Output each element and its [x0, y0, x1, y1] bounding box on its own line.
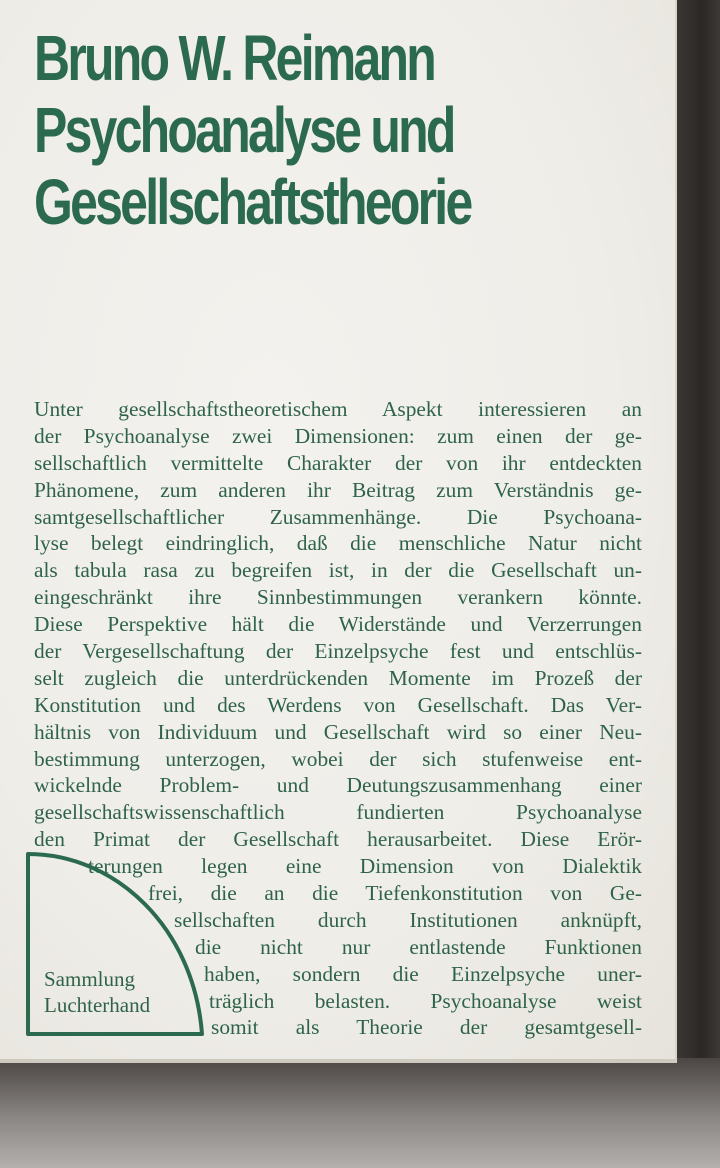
title-block	[34, 22, 634, 238]
blurb-line: der Vergesellschaftung der Einzelpsyche fest und entschlüs-	[34, 639, 642, 664]
blurb-line: den Primat der Gesellschaft herausarbeitet. Diese Erör-	[34, 827, 642, 852]
blurb-line: frei, die an die Tiefenkonstitution von Ge-	[148, 881, 642, 906]
blurb-line: der Psychoanalyse zwei Dimensionen: zum einen der ge-	[34, 423, 642, 448]
background-shadow-bottom	[0, 1058, 720, 1168]
blurb-line: terungen legen eine Dimension von Dialektik	[88, 854, 642, 879]
book-title-line-1: Psychoanalyse und	[34, 94, 454, 166]
publisher-line-1: Sammlung	[44, 967, 136, 991]
blurb-line: hältnis von Individuum und Gesellschaft wird so einer Neu-	[34, 719, 642, 744]
blurb-line: Konstitution und des Werdens von Gesellschaft. Das Ver-	[34, 692, 642, 717]
blurb-line: gesellschaftswissenschaftlich fundierten Psychoanalyse	[34, 800, 642, 825]
blurb-line: selt zugleich die unterdrückenden Momente im Prozeß der	[34, 665, 642, 690]
blurb-line: träglich belasten. Psychoanalyse weist	[209, 988, 642, 1013]
author-name: Bruno W. Reimann	[34, 22, 435, 94]
blurb-line: haben, sondern die Einzelpsyche uner-	[204, 961, 642, 986]
blurb-line: sellschaften durch Institutionen anknüpft,	[174, 907, 642, 932]
blurb-line: bestimmung unterzogen, wobei der sich stufenweise ent-	[34, 746, 642, 771]
background-shadow-right	[676, 0, 720, 1070]
blurb-line: lyse belegt eindringlich, daß die menschliche Natur nicht	[34, 531, 642, 556]
blurb-line: sellschaftlich vermittelte Charakter der von ihr entdeckten	[34, 450, 642, 475]
publisher-line-2: Luchterhand	[44, 993, 151, 1017]
blurb-line: Unter gesellschaftstheoretischem Aspekt interessieren an	[34, 397, 642, 421]
blurb-line: Diese Perspektive hält die Widerstände und Verzerrungen	[34, 612, 642, 637]
blurb-line: samtgesellschaftlicher Zusammenhänge. Die Psychoana-	[34, 504, 642, 529]
book-title-line-2: Gesellschaftstheorie	[34, 166, 471, 238]
blurb-line: eingeschränkt ihre Sinnbestimmungen verankern könnte.	[34, 585, 642, 610]
blurb-line: als tabula rasa zu begreifen ist, in der die Gesellschaft un-	[34, 558, 642, 583]
blurb-line: wickelnde Problem- und Deutungszusammenhang einer	[34, 773, 642, 798]
blurb-line: die nicht nur entlastende Funktionen	[195, 934, 642, 959]
blurb-line: Phänomene, zum anderen ihr Beitrag zum Verständnis ge-	[34, 477, 642, 502]
blurb-line: somit als Theorie der gesamtgesell-	[211, 1015, 642, 1040]
publisher-imprint	[44, 966, 150, 1018]
